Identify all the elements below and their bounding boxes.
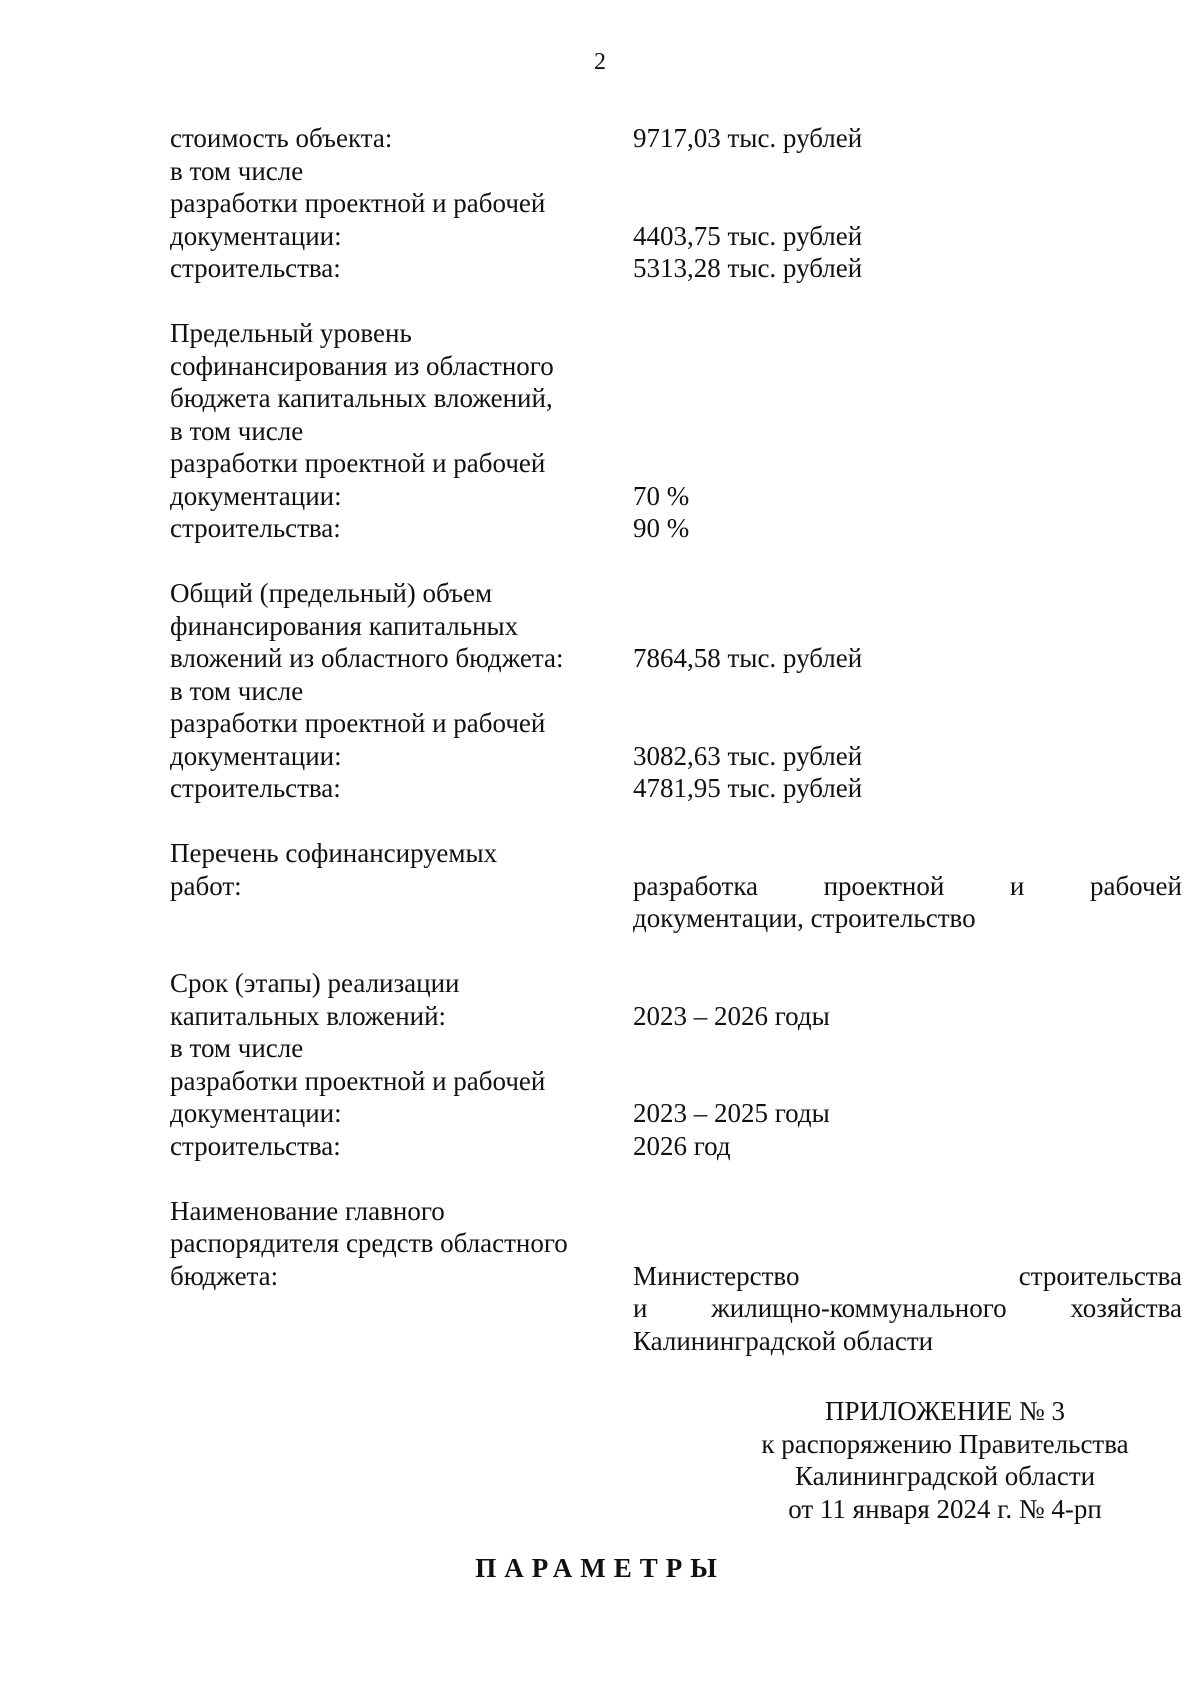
value: 9717,03 тыс. рублей — [633, 123, 863, 153]
row-text — [170, 967, 1182, 1000]
annex-region: Калининградской области — [794, 1461, 1096, 1491]
value — [633, 187, 1182, 220]
row-text — [170, 317, 1182, 350]
value: 70 % — [633, 480, 690, 511]
label: бюджета капитальных вложений, — [170, 383, 553, 413]
value: 4781,95 тыс. рублей — [633, 773, 863, 803]
row-total — [170, 642, 1182, 675]
value — [633, 1032, 1182, 1065]
value — [633, 415, 1182, 448]
section-heading: ПАРАМЕТРЫ — [475, 1553, 725, 1583]
value: 90 % — [633, 513, 690, 543]
row-text — [170, 577, 1182, 610]
row-text — [170, 1227, 1182, 1260]
row-design-docs — [170, 707, 1182, 740]
value — [633, 610, 1182, 643]
label: документации: — [170, 1098, 342, 1128]
value-line: документации, строительство — [633, 903, 976, 933]
annex-reference: к распоряжению Правительства — [761, 1428, 1129, 1459]
label: документации: — [170, 740, 342, 771]
row-construction — [170, 1130, 1182, 1163]
label: Общий (предельный) объем — [170, 578, 493, 608]
label: разработки проектной и рабочей — [170, 188, 546, 218]
value — [633, 675, 1182, 708]
value-line: Калининградской области — [633, 1325, 934, 1356]
value: 2023 – 2026 годы — [633, 1000, 830, 1031]
row-works — [170, 870, 1182, 935]
value: 4403,75 тыс. рублей — [633, 220, 863, 251]
annex-title: ПРИЛОЖЕНИЕ № 3 — [824, 1396, 1066, 1426]
annex-date: от 11 января 2024 г. № 4-рп — [788, 1493, 1102, 1524]
value-line: разработка проектной и рабочей — [633, 870, 1182, 901]
label: работ: — [170, 870, 242, 901]
value — [633, 155, 1182, 188]
row-documentation — [170, 740, 1182, 773]
row-documentation — [170, 220, 1182, 253]
value — [633, 350, 1182, 383]
section-chief-administrator — [170, 1195, 1182, 1358]
value-line: и жилищно-коммунального хозяйства — [633, 1293, 1182, 1323]
value: 7864,58 тыс. рублей — [633, 643, 863, 673]
value-multiline — [633, 1260, 1182, 1358]
value-multiline — [633, 870, 1182, 935]
label: Срок (этапы) реализации — [170, 968, 460, 998]
value — [633, 837, 1182, 870]
row-design-docs — [170, 187, 1182, 220]
label: документации: — [170, 480, 342, 511]
row-including — [170, 675, 1182, 708]
section-total-financing — [170, 577, 1182, 805]
label: разработки проектной и рабочей — [170, 1065, 546, 1096]
value — [633, 1195, 1182, 1228]
value — [633, 447, 1182, 480]
value: 2026 год — [633, 1130, 731, 1161]
label: строительства: — [170, 773, 341, 803]
row-including — [170, 1032, 1182, 1065]
section-cofinancing-level — [170, 317, 1182, 545]
label: разработки проектной и рабочей — [170, 708, 546, 738]
row-design-docs — [170, 1065, 1182, 1098]
section-implementation-period — [170, 967, 1182, 1162]
label: в том числе — [170, 155, 304, 186]
label: в том числе — [170, 675, 304, 706]
value — [633, 967, 1182, 1000]
annex-block — [730, 1395, 1160, 1525]
label: строительства: — [170, 253, 341, 283]
row-including — [170, 155, 1182, 188]
label: документации: — [170, 220, 342, 251]
value — [633, 382, 1182, 415]
value — [633, 577, 1182, 610]
label: вложений из областного бюджета: — [170, 643, 564, 673]
row-including — [170, 415, 1182, 448]
value — [633, 707, 1182, 740]
row-text — [170, 382, 1182, 415]
row-administrator — [170, 1260, 1182, 1358]
label: стоимость объекта: — [170, 123, 393, 153]
label: софинансирования из областного — [170, 350, 554, 381]
row-text — [170, 837, 1182, 870]
row-construction — [170, 772, 1182, 805]
row-documentation — [170, 1097, 1182, 1130]
label: распорядителя средств областного — [170, 1228, 568, 1258]
label: разработки проектной и рабочей — [170, 448, 546, 478]
label: Наименование главного — [170, 1195, 445, 1226]
row-documentation — [170, 480, 1182, 513]
row-text — [170, 1195, 1182, 1228]
label: бюджета: — [170, 1260, 279, 1291]
value — [633, 1227, 1182, 1260]
section-cofinanced-works — [170, 837, 1182, 935]
label: строительства: — [170, 1130, 341, 1161]
label: капитальных вложений: — [170, 1000, 447, 1031]
document-body — [170, 122, 1182, 1357]
row-text — [170, 350, 1182, 383]
value — [633, 317, 1182, 350]
label: строительства: — [170, 513, 341, 543]
label: в том числе — [170, 1033, 304, 1063]
value: 3082,63 тыс. рублей — [633, 740, 863, 771]
page-number: 2 — [594, 49, 606, 75]
value: 5313,28 тыс. рублей — [633, 253, 863, 283]
row-construction — [170, 252, 1182, 285]
value-line: Министерство строительства — [633, 1260, 1182, 1291]
row-period — [170, 1000, 1182, 1033]
label: в том числе — [170, 415, 304, 446]
label: финансирования капитальных — [170, 610, 519, 641]
value: 2023 – 2025 годы — [633, 1098, 830, 1128]
row-object-cost — [170, 122, 1182, 155]
value — [633, 1065, 1182, 1098]
label: Предельный уровень — [170, 318, 412, 348]
label: Перечень софинансируемых — [170, 838, 498, 868]
row-text — [170, 610, 1182, 643]
section-object-cost — [170, 122, 1182, 285]
row-construction — [170, 512, 1182, 545]
row-design-docs — [170, 447, 1182, 480]
